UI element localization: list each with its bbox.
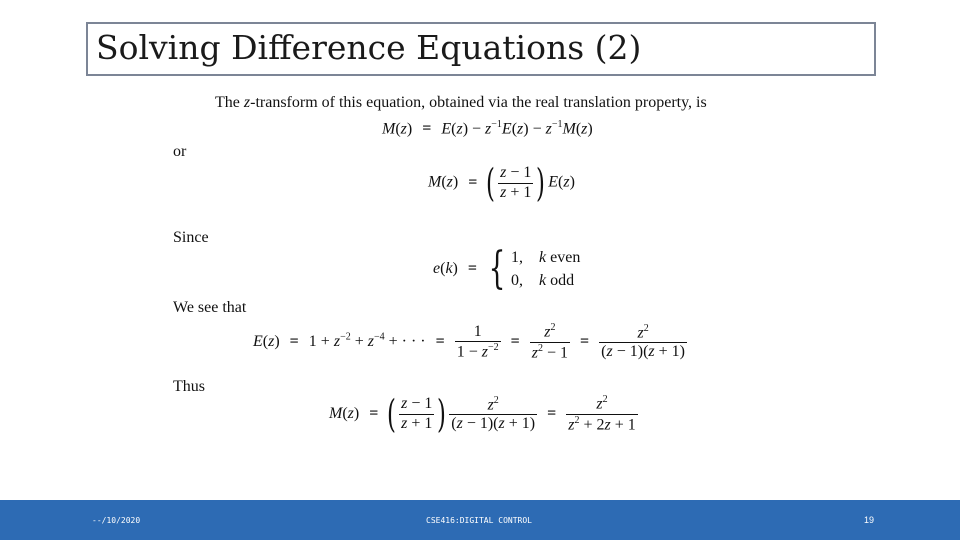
footer-date: --/10/2020 (92, 516, 141, 525)
word-thus: Thus (173, 378, 205, 395)
intro-sentence: The z-transform of this equation, obtained via the real translation property, is (215, 94, 707, 111)
word-we-see: We see that (173, 299, 247, 316)
footer-bar (0, 500, 960, 540)
equation-4: $E(z) = 1 + z^{-2} + z^{-4}$ + · · · = $\frac{1}{1 - z^{-2}}$ = $\frac{z^2}{z^2 - 1}$ = $\frac{z^2}{(z - 1)(z + 1)}$ (253, 322, 686, 362)
slide-number: 19 (864, 515, 875, 525)
page-title: Solving Difference Equations (2) (96, 28, 642, 67)
equation-5: M(z) = ( $\frac{z - 1}{z + 1}$ ) $\frac{z^2}{(z - 1)(z + 1)}$ = $\frac{z^2}{z^2 + 2z + 1}$ (329, 392, 636, 437)
word-or: or (173, 143, 187, 160)
equation-2: M(z) = ( $\frac{z - 1}{z + 1}$ ) E(z) (428, 161, 575, 205)
word-since: Since (173, 229, 209, 246)
equation-3: e(k) = { 1, k even 0, k odd (433, 243, 581, 295)
equation-1: $M(z) = E(z) - z^{-1}E(z) - z^{-1}M(z)$ (382, 119, 593, 138)
intro-text (215, 94, 707, 112)
footer-course: CSE416:DIGITAL CONTROL (426, 516, 532, 525)
title-frame (86, 22, 876, 76)
